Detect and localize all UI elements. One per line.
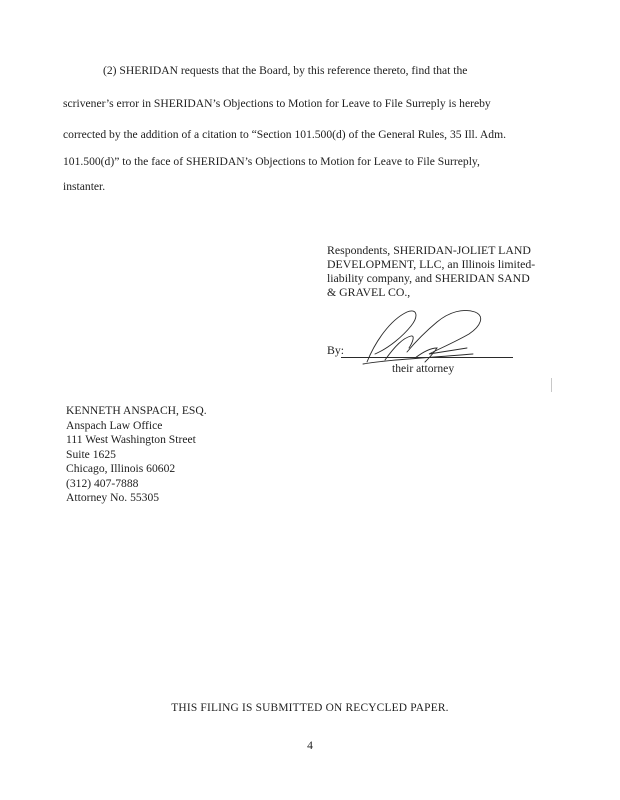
address-line-4: Suite 1625 — [66, 447, 116, 461]
signature-block-line-1: Respondents, SHERIDAN-JOLIET LAND — [327, 243, 531, 257]
address-line-7: Attorney No. 55305 — [66, 491, 160, 504]
attorney-address-block — [66, 404, 207, 506]
signature-block-line-4: & GRAVEL CO., — [327, 285, 411, 299]
signature-caption: their attorney — [392, 362, 455, 375]
recycled-paper-notice: THIS FILING IS SUBMITTED ON RECYCLED PAPER. — [171, 702, 449, 714]
address-line-2: Anspach Law Office — [66, 418, 163, 432]
body-line-4: 101.500(d)” to the face of SHERIDAN’s Objections to Motion for Leave to File Surreply, — [63, 155, 480, 168]
body-line-2: scrivener’s error in SHERIDAN’s Objections to Motion for Leave to File Surreply is hereby — [63, 97, 491, 110]
body-line-3: corrected by the addition of a citation to “Section 101.500(d) of the General Rules, 35 Ill. Adm. — [63, 128, 507, 141]
body-line-1: (2) SHERIDAN requests that the Board, by this reference thereto, find that the — [103, 64, 468, 77]
body-line-5: instanter. — [63, 180, 106, 193]
signature-block-line-2: DEVELOPMENT, LLC, an Illinois limited- — [327, 257, 536, 271]
address-line-6: (312) 407-7888 — [66, 476, 139, 490]
address-line-1: KENNETH ANSPACH, ESQ. — [66, 404, 207, 417]
page-number: 4 — [307, 739, 313, 752]
signature-line — [341, 357, 513, 358]
address-line-5: Chicago, Illinois 60602 — [66, 462, 176, 475]
signature-by-label: By: — [327, 343, 345, 357]
scan-artifact — [551, 378, 552, 392]
address-line-3: 111 West Washington Street — [66, 433, 196, 446]
signature-block — [327, 243, 557, 299]
signature-block-line-3: liability company, and SHERIDAN SAND — [327, 271, 530, 285]
